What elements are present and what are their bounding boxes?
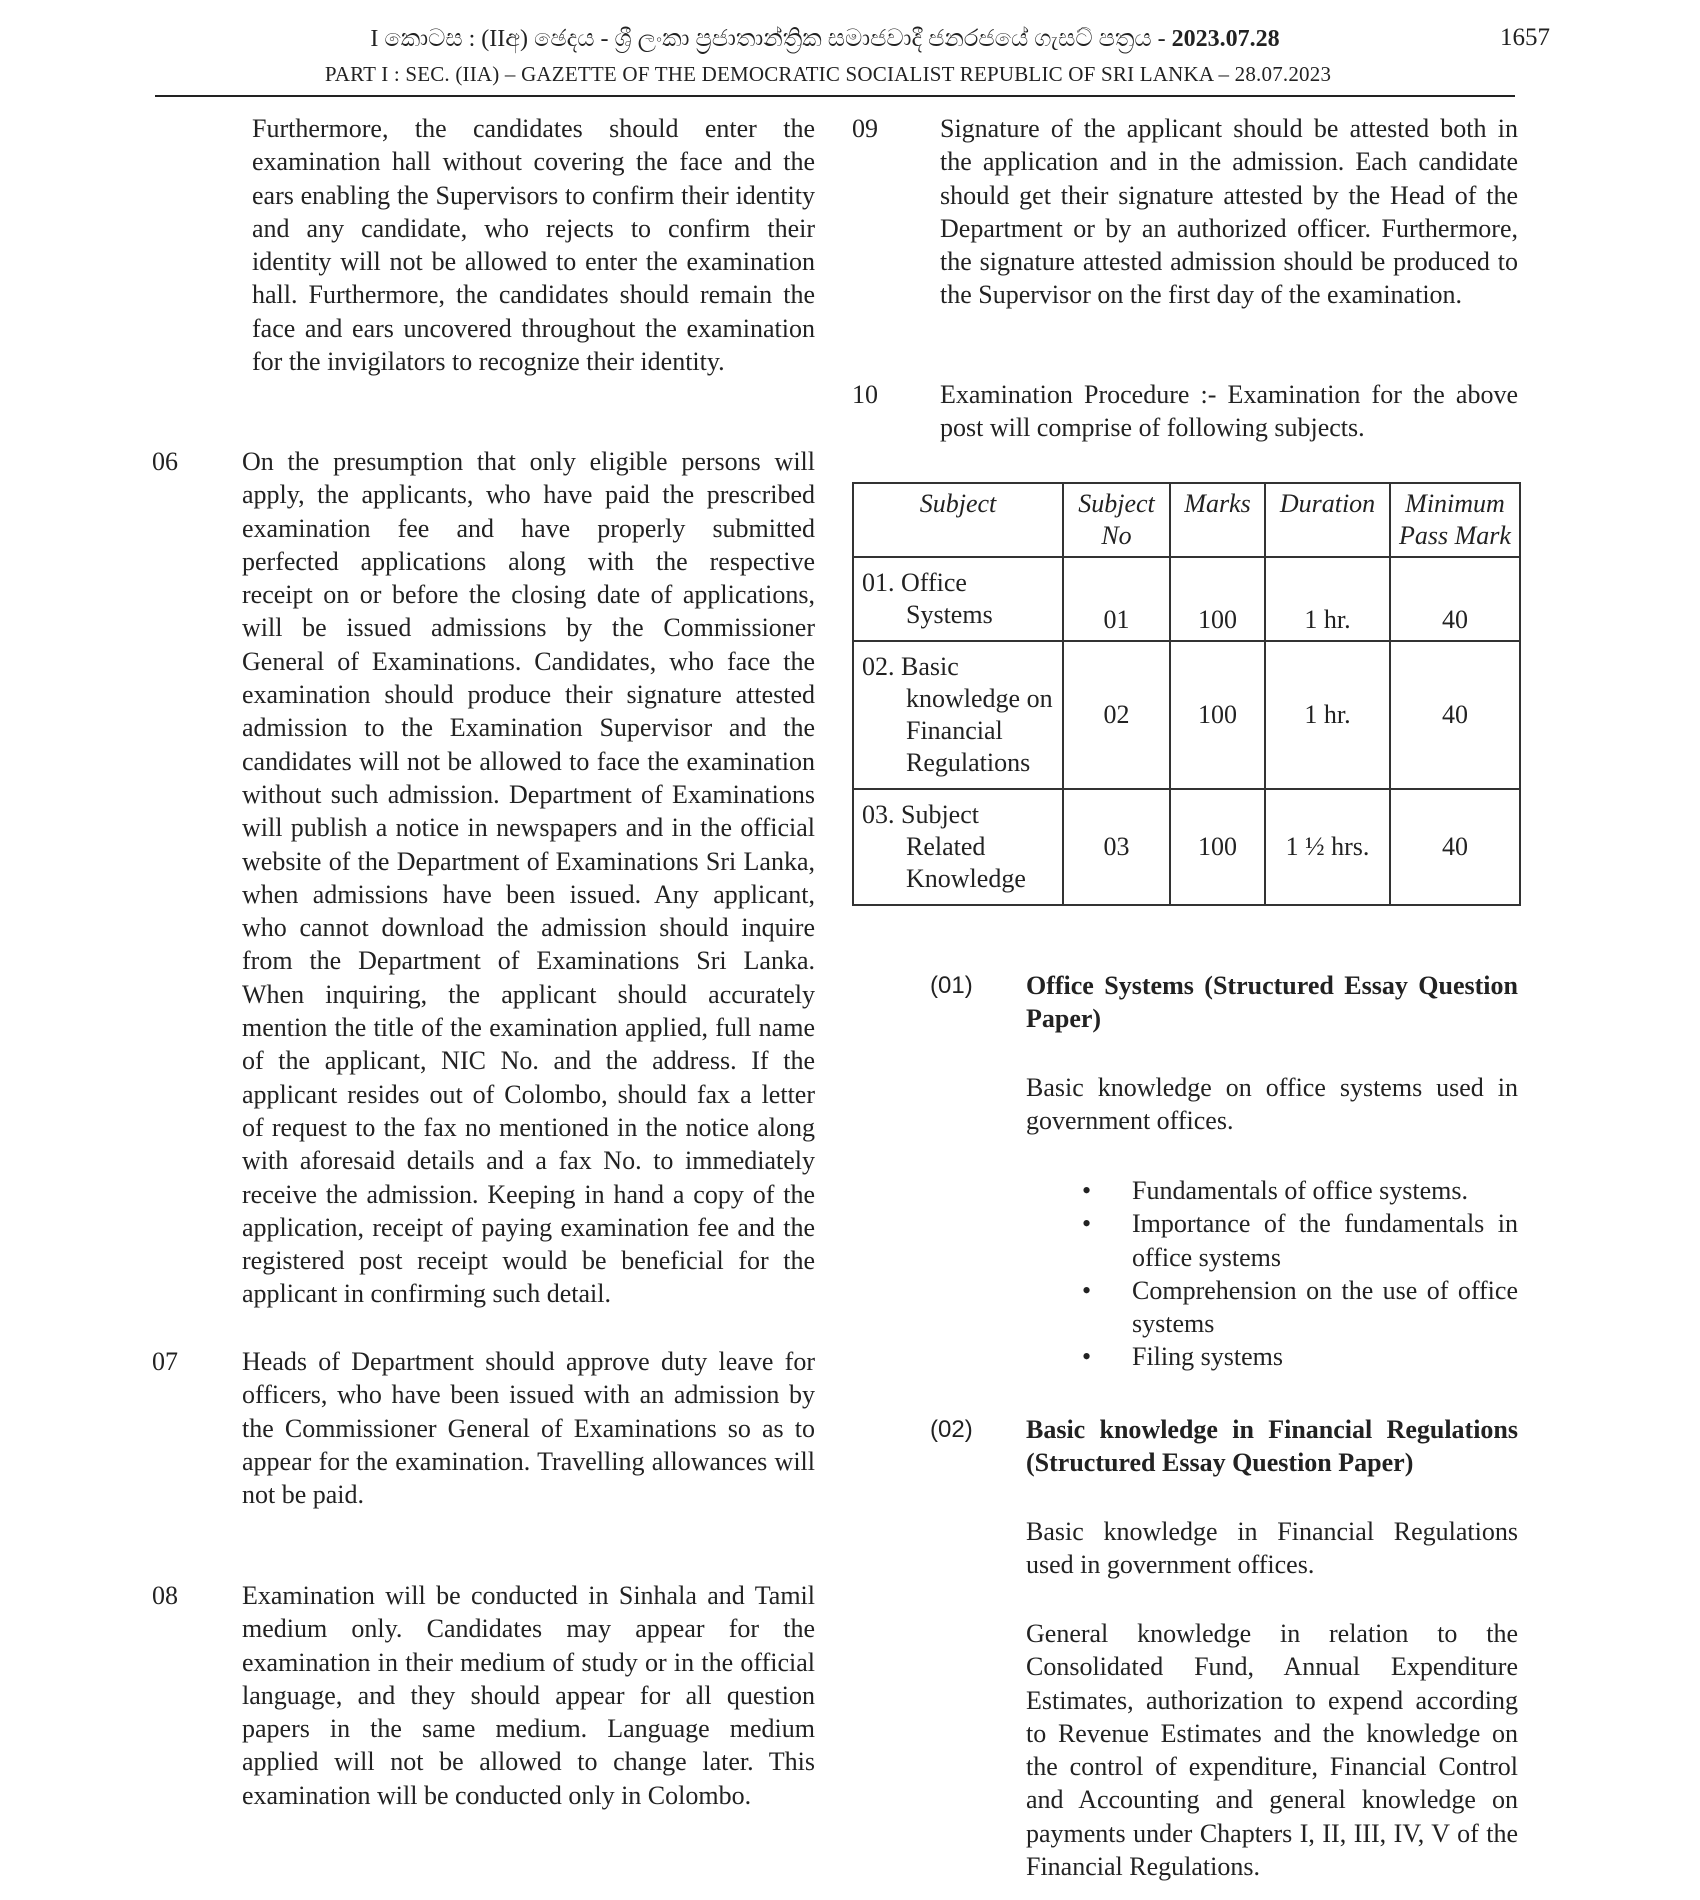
- subsection-number-01: (01): [930, 972, 973, 999]
- office-systems-topic-list: [1082, 1174, 1518, 1374]
- table-cell-subject: [853, 789, 1063, 905]
- header-sinhala-date: 2023.07.28: [1171, 26, 1280, 52]
- header-sinhala-text: I කොටස : (IIඅ) ඡෙදය - ශ්‍රී ලංකා ප්‍රජාතාන්ත්‍රික සමාජවාදී ජනරජයේ ගැසට් පත්‍රය -: [370, 26, 1166, 52]
- bullet-glyph: •: [1082, 1209, 1092, 1239]
- subsection-paragraph-02: General knowledge in relation to the Consolidated Fund, Annual Expenditure Estimates, authorization to expend according to Revenue Estimates and the knowledge on the control of expenditure, Financial Control and Accounting and general knowledge on payments under Chapters I, II, III, IV, V of the Financial Regulations.: [1026, 1619, 1518, 1882]
- list-item: [1082, 1274, 1518, 1341]
- table-header-row: [853, 483, 1520, 557]
- section-text-06: On the presumption that only eligible persons will apply, the applicants, who have paid the prescribed examination fee and have properly submitted perfected applications along with the respective receipt on or before the closing date of applications, will be issued admissions by the Commissioner General of Examinations. Candidates, who face the examination should produce their signature attested admission to the Examination Supervisor and the candidates will not be allowed to face the examination without such admission. Department of Examinations will publish a notice in newspapers and in the official website of the Department of Examinations Sri Lanka, when admissions have been issued. Any applicant, who cannot download the admission should inquire from the Department of Examinations Sri Lanka. When inquiring, the applicant should accurately mention the title of the examination applied, full name of the applicant, NIC No. and the address. If the applicant resides out of Colombo, should fax a letter of request to the fax no mentioned in the notice along with aforesaid details and a fax No. to immediately receive the admission. Keeping in hand a copy of the application, receipt of paying examination fee and the registered post receipt would be beneficial for the applicant in confirming such detail.: [242, 447, 815, 1309]
- table-cell-duration: 1 hr.: [1265, 641, 1390, 789]
- section-number-06: 06: [152, 447, 178, 476]
- table-cell-marks: 100: [1170, 557, 1265, 641]
- table-row: [853, 557, 1520, 641]
- table-cell-marks: 100: [1170, 789, 1265, 905]
- header-sinhala-line: [150, 26, 1500, 53]
- table-cell-pass-mark: 40: [1390, 557, 1520, 641]
- table-row: [853, 789, 1520, 905]
- bullet-glyph: •: [1082, 1176, 1092, 1205]
- table-cell-subject: [853, 557, 1063, 641]
- header-english-line: PART I : SEC. (IIA) – GAZETTE OF THE DEMOCRATIC SOCIALIST REPUBLIC OF SRI LANKA – 28.07.2023: [324, 62, 1332, 86]
- table-cell-subject-no: 01: [1063, 557, 1170, 641]
- list-item: [1082, 1174, 1518, 1207]
- section-number-08: 08: [152, 1581, 178, 1610]
- table-cell-subject-no: 03: [1063, 789, 1170, 905]
- section-text-09: Signature of the applicant should be attested both in the application and in the admission. Each candidate should get their signature attested by the Head of the Department or by an authorized officer. Furthermore, the signature attested admission should be produced to the Supervisor on the first day of the examination.: [940, 114, 1518, 310]
- bullet-glyph: •: [1082, 1342, 1092, 1372]
- table-cell-pass-mark: 40: [1390, 789, 1520, 905]
- page-number: 1657: [1500, 24, 1550, 51]
- section-text-08: Examination will be conducted in Sinhala and Tamil medium only. Candidates may appear for the examination in their medium of study or in the official language, and they should appear for all question papers in the same medium. Language medium applied will not be allowed to change later. This examination will be conducted only in Colombo.: [242, 1581, 815, 1810]
- table-header-duration: Duration: [1265, 483, 1390, 557]
- subject-number-label: 03. Subject: [862, 800, 979, 829]
- table-header-marks: Marks: [1170, 483, 1265, 557]
- table-cell-duration: 1 ½ hrs.: [1265, 789, 1390, 905]
- list-item-text: Comprehension on the use of office systems: [1132, 1275, 1518, 1339]
- section-text-10: Examination Procedure :- Examination for the above post will comprise of following subjects.: [940, 380, 1518, 443]
- table-cell-subject-no: 02: [1063, 641, 1170, 789]
- table-cell-subject: [853, 641, 1063, 789]
- subject-name-rest: Related Knowledge: [906, 832, 1026, 893]
- list-item-text: Importance of the fundamentals in office systems: [1132, 1209, 1518, 1272]
- table-header-subject: Subject: [853, 483, 1063, 557]
- continuation-paragraph: Furthermore, the candidates should enter the examination hall without covering the face and the ears enabling the Supervisors to confirm their identity and any candidate, who rejects to confirm their identity will not be allowed to enter the examination hall. Furthermore, the candidates should remain the face and ears uncovered throughout the examination for the invigilators to recognize their identity.: [252, 114, 815, 377]
- subsection-number-02: (02): [930, 1416, 973, 1443]
- table-header-pass-mark: Minimum Pass Mark: [1390, 483, 1520, 557]
- table-header-subject-no: Subject No: [1063, 483, 1170, 557]
- subject-number-label: 01. Office: [862, 568, 967, 597]
- subsection-title-02: Basic knowledge in Financial Regulations (Structured Essay Question Paper): [1026, 1415, 1518, 1478]
- table-cell-marks: 100: [1170, 641, 1265, 789]
- section-number-10: 10: [852, 380, 878, 409]
- subject-name-rest: knowledge on Financial Regulations: [906, 684, 1053, 777]
- subsection-title-01: Office Systems (Structured Essay Question Paper): [1026, 971, 1518, 1034]
- table-cell-duration: 1 hr.: [1265, 557, 1390, 641]
- list-item: [1082, 1340, 1518, 1373]
- list-item: [1082, 1207, 1518, 1274]
- subject-number-label: 02. Basic: [862, 652, 959, 681]
- subsection-description-02: Basic knowledge in Financial Regulations used in government offices.: [1026, 1517, 1518, 1580]
- examination-subjects-table: [852, 482, 1521, 906]
- table-row: [853, 641, 1520, 789]
- section-number-07: 07: [152, 1347, 178, 1376]
- table-cell-pass-mark: 40: [1390, 641, 1520, 789]
- bullet-glyph: •: [1082, 1275, 1092, 1305]
- list-item-text: Filing systems: [1132, 1342, 1283, 1372]
- section-text-07: Heads of Department should approve duty leave for officers, who have been issued with an admission by the Commissioner General of Examinations so as to appear for the examination. Travelling allowances will not be paid.: [242, 1347, 815, 1510]
- list-item-text: Fundamentals of office systems.: [1132, 1176, 1469, 1205]
- subject-name-rest: Systems: [906, 600, 993, 629]
- section-number-09: 09: [852, 114, 878, 143]
- subsection-description-01: Basic knowledge on office systems used in government offices.: [1026, 1073, 1518, 1136]
- header-rule: [155, 95, 1515, 97]
